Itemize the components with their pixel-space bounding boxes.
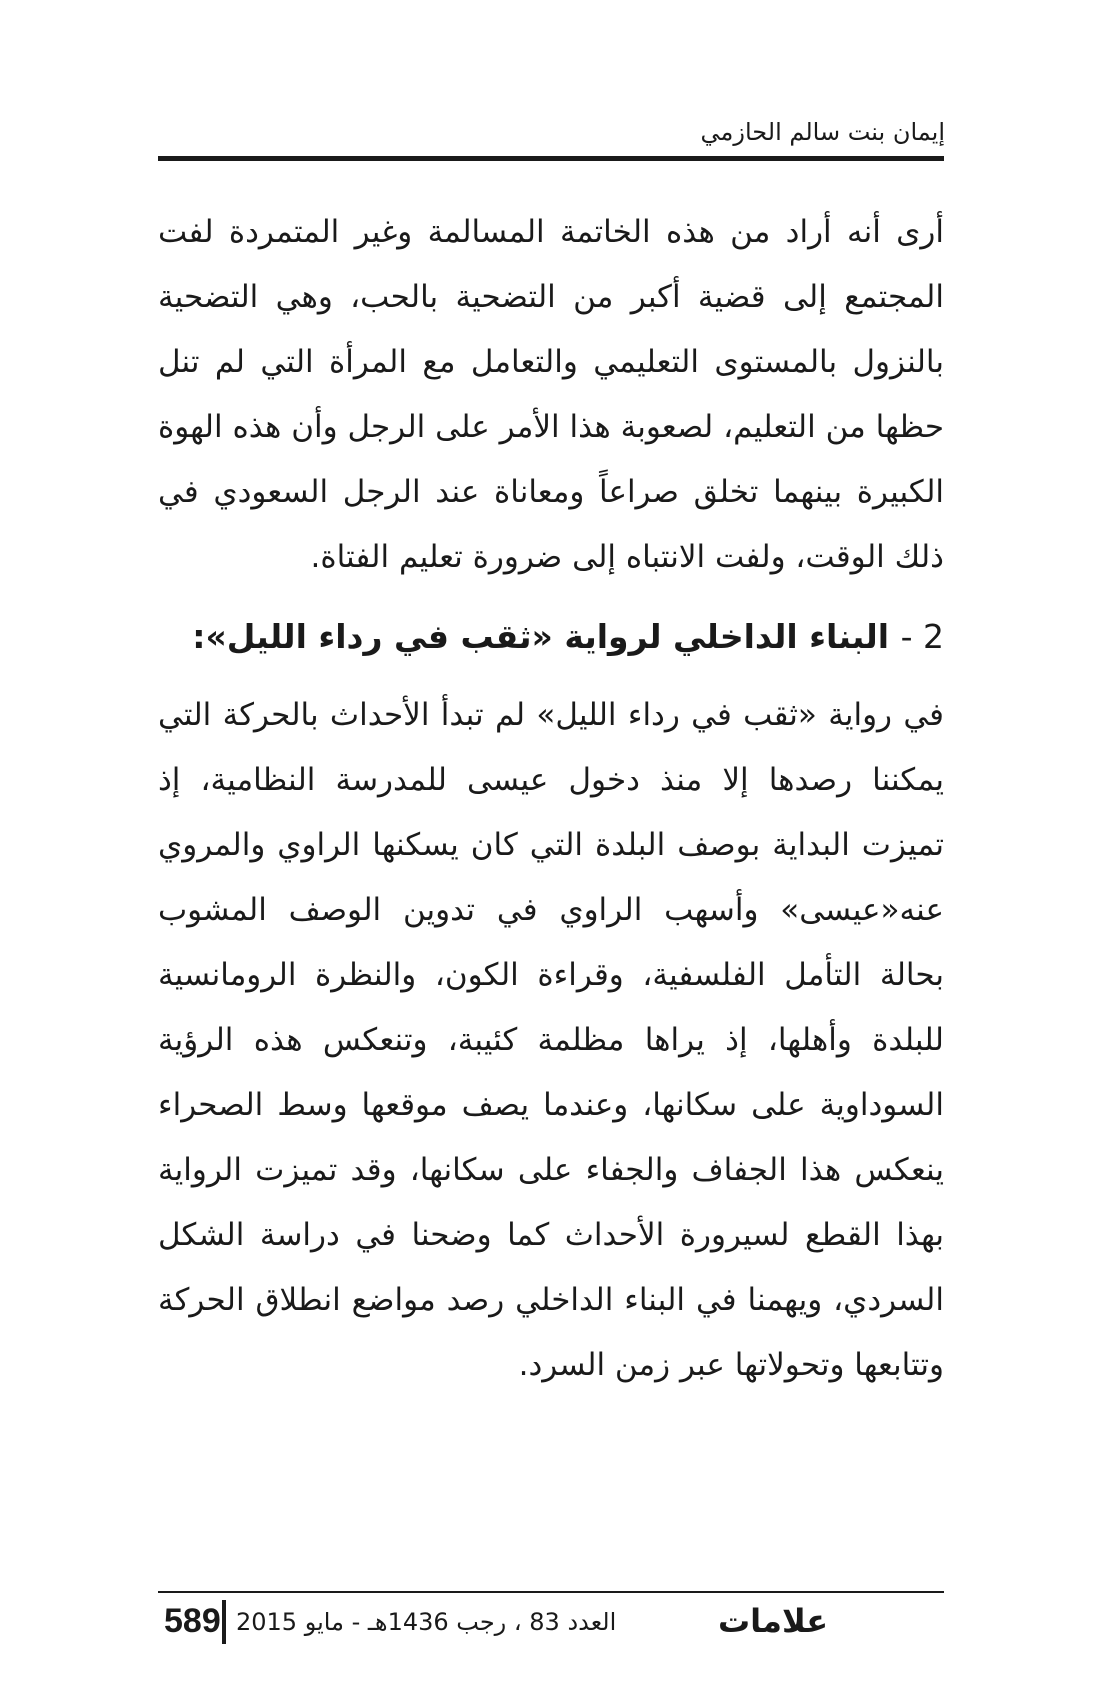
section-heading [158,604,944,669]
paragraph-1: أرى أنه أراد من هذه الخاتمة المسالمة وغير المتمردة لفت المجتمع إلى قضية أكبر من التضحية بالحب، وهي التضحية بالنزول بالمستوى التعليمي والتعامل مع المرأة التي لم تنل حظها من التعليم، لصعوبة هذا الأمر على الرجل وأن هذه الهوة الكبيرة بينهما تخلق صراعاً ومعاناة عند الرجل السعودي في ذلك الوقت، ولفت الانتباه إلى ضرورة تعليم الفتاة. [158,214,944,575]
section-number: 2 - [900,617,944,656]
footer-rule [158,1591,944,1593]
body-content [158,200,944,1398]
paragraph-2: في رواية «ثقب في رداء الليل» لم تبدأ الأحداث بالحركة التي يمكننا رصدها إلا منذ دخول عيسى للمدرسة النظامية، إذ تميزت البداية بوصف البلدة التي كان يسكنها الراوي والمروي عنه«عيسى» وأسهب الراوي في تدوين الوصف المشوب بحالة التأمل الفلسفية، وقراءة الكون، والنظرة الرومانسية للبلدة وأهلها، إذ يراها مظلمة كئيبة، وتنعكس هذه الرؤية السوداوية على سكانها، وعندما يصف موقعها وسط الصحراء ينعكس هذا الجفاف والجفاء على سكانها، وقد تميزت الرواية بهذا القطع لسيرورة الأحداث كما وضحنا في دراسة الشكل السردي، ويهمنا في البناء الداخلي رصد مواضع انطلاق الحركة وتتابعها وتحولاتها عبر زمن السرد. [158,697,944,1383]
section-title: البناء الداخلي لرواية «ثقب في رداء الليل»: [192,617,890,656]
journal-name-logo: علامات [718,1602,829,1640]
page-number: 589 [164,1602,221,1640]
issue-info: العدد 83 ، رجب 1436هـ - مايو 2015 [236,1608,617,1636]
page-footer [158,1600,944,1650]
footer-divider [222,1600,226,1644]
running-head-author: إيمان بنت سالم الحازمي [700,118,945,146]
header-rule [158,156,944,161]
